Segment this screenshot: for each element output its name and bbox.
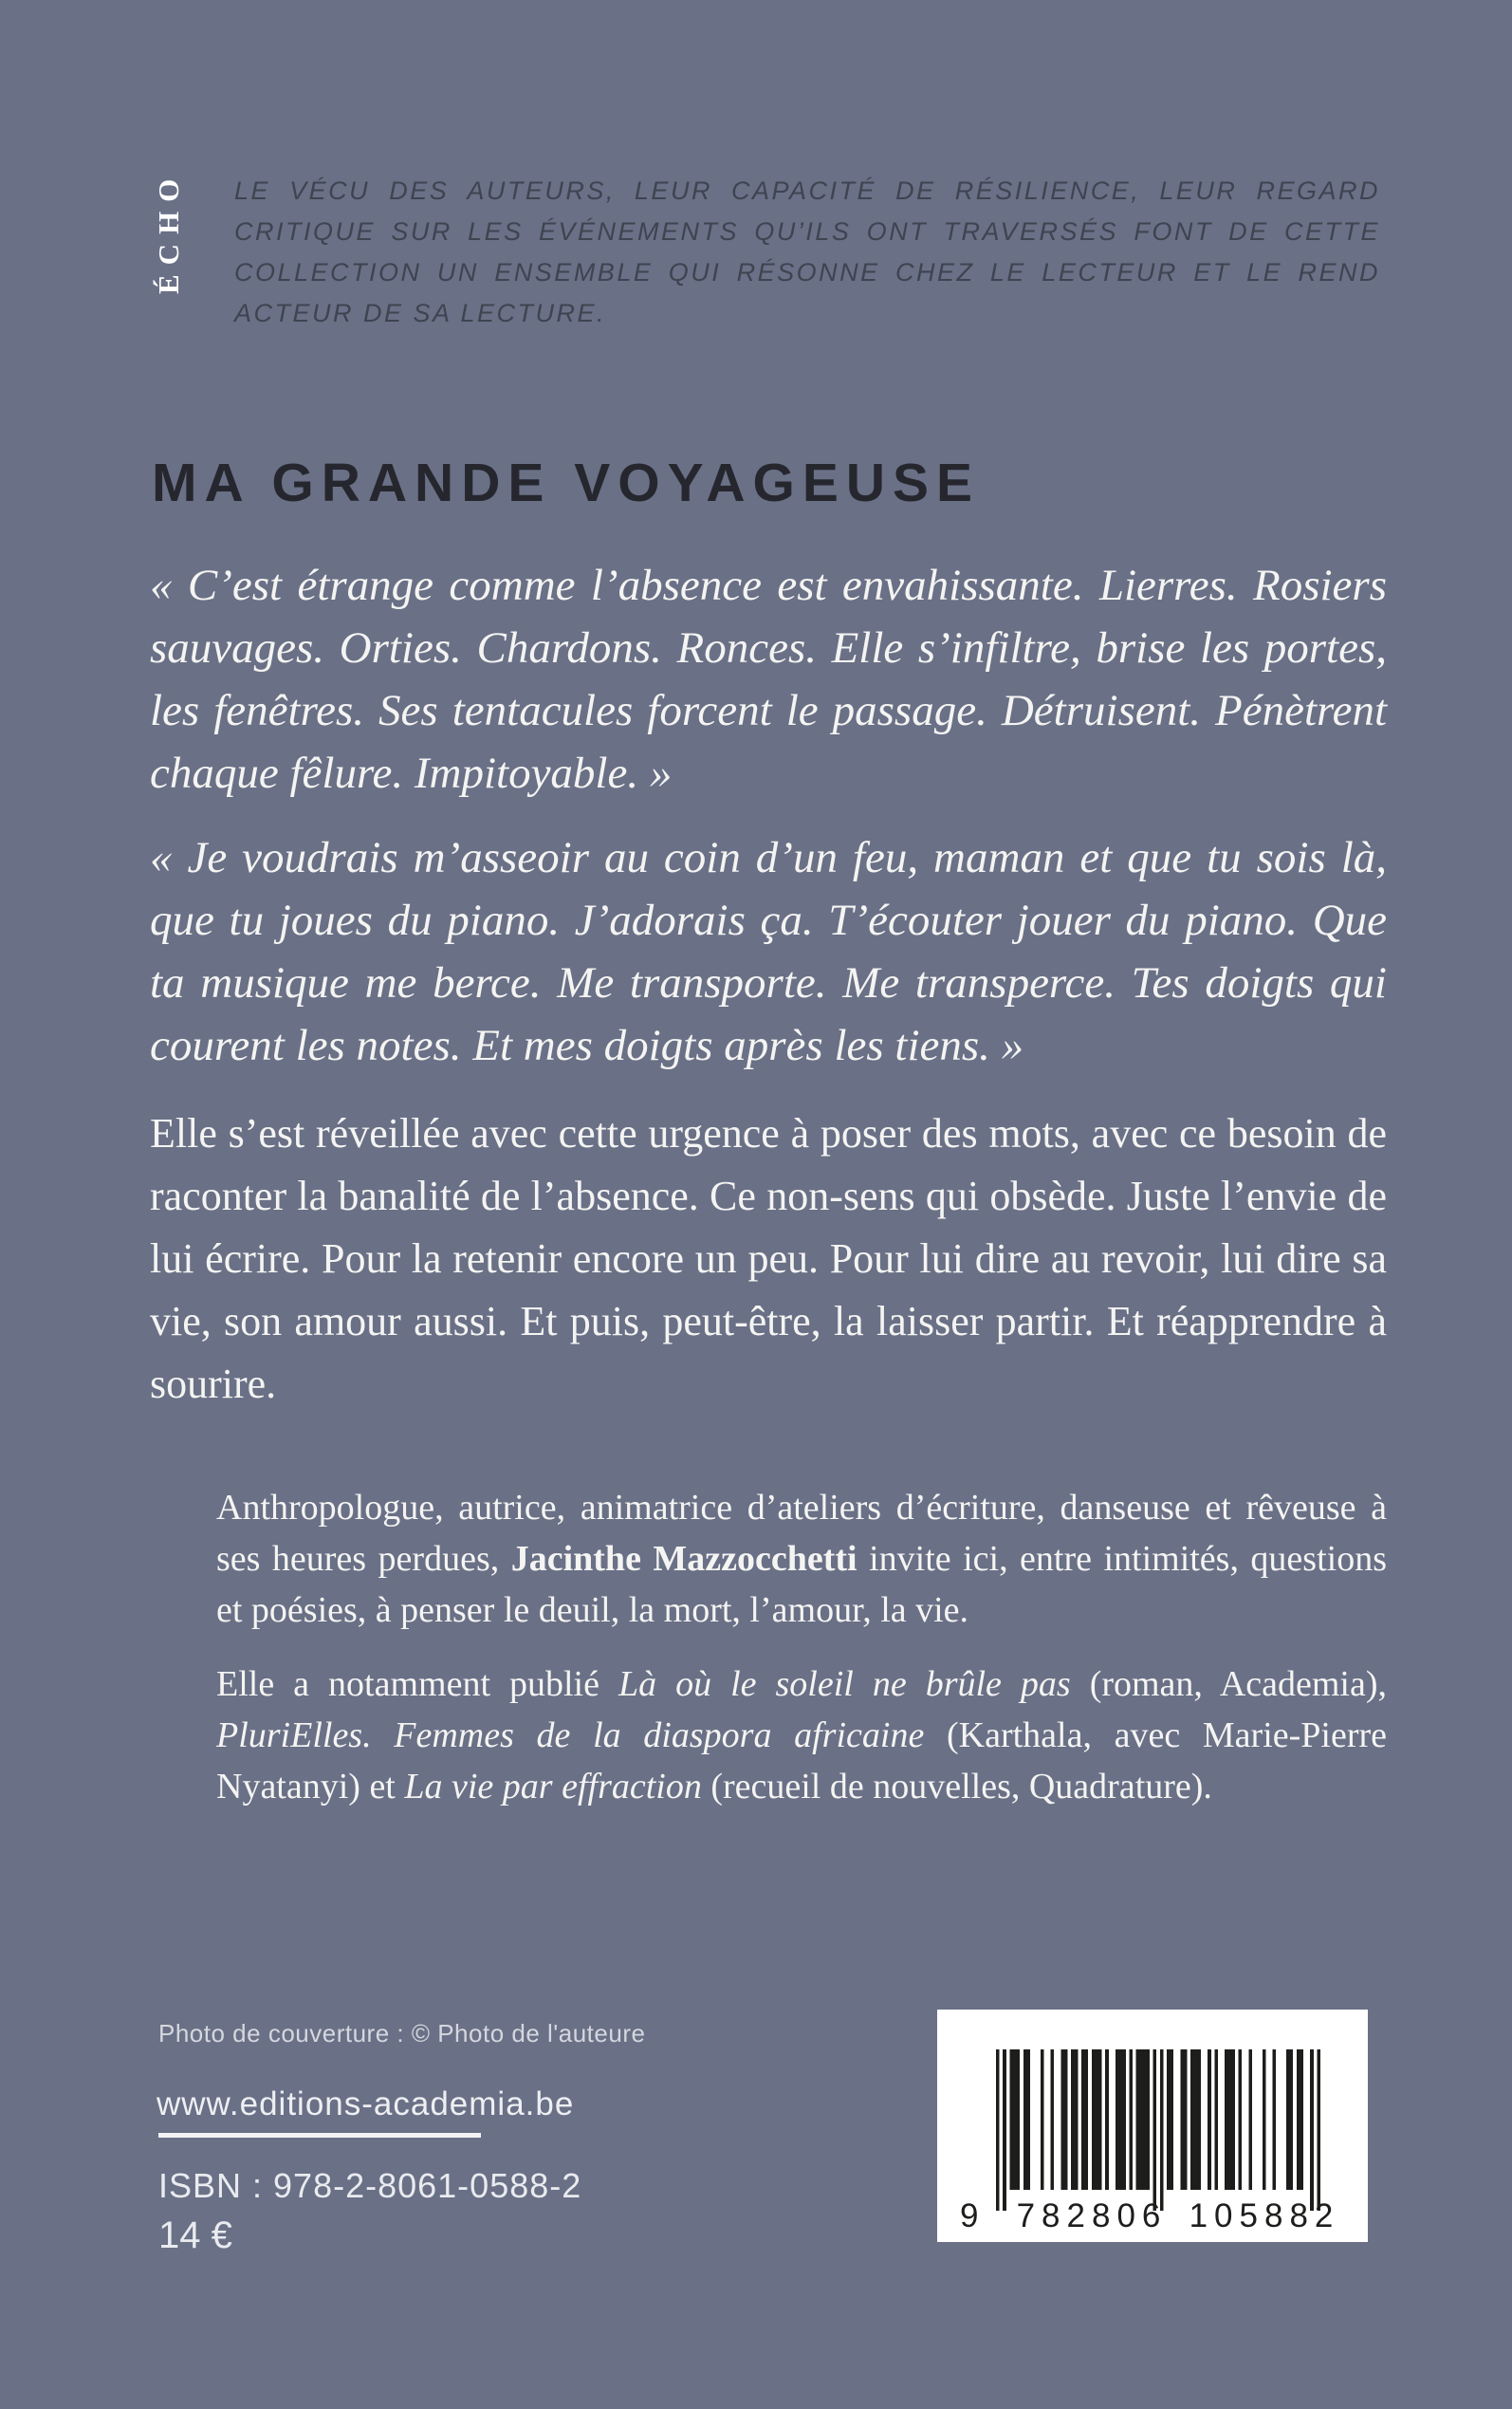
book-title: MA GRANDE VOYAGEUSE — [152, 453, 981, 513]
price: 14 € — [158, 2214, 232, 2256]
photo-credit: Photo de couverture : © Photo de l'auteure — [158, 2019, 646, 2048]
synopsis-paragraph: Elle s’est réveillée avec cette urgence à poser des mots, avec ce besoin de raconter la banalité de l’absence. Ce non-sens qui obsède. Juste l’envie de lui écrire. Pour la retenir encore un peu. Pour lui dire au revoir, lui dire sa vie, son amour aussi. Et puis, peut-être, la laisser partir. Et réapprendre à sourire. — [150, 1110, 1387, 1407]
author-bio-paragraph — [216, 1482, 1387, 1636]
collection-name-vertical: ÉCHO — [152, 169, 185, 294]
publications-mid-2: (Karthala, avec Marie-Pierre Nyatanyi) et — [216, 1715, 1387, 1807]
published-title-1: Là où le soleil ne brûle pas — [618, 1664, 1071, 1704]
barcode-bars — [996, 2049, 1320, 2211]
quote-paragraph-2: « Je voudrais m’asseoir au coin d’un feu, maman et que tu sois là, que tu joues du piano. J’adorais ça. T’écouter jouer du piano. Que ta musique me berce. Me transporte. Me transperce. Tes doigts qui courent les notes. Et mes doigts après les tiens. » — [150, 833, 1387, 1070]
bio-text-after: invite ici, entre intimités, questions et poésies, à penser le deuil, la mort, l’amour, la vie. — [216, 1539, 1387, 1630]
barcode-digit-first: 9 — [960, 2197, 979, 2234]
author-bio-block — [150, 1482, 1387, 1812]
publications-end: (recueil de nouvelles, Quadrature). — [701, 1767, 1212, 1807]
divider-rule — [158, 2133, 481, 2138]
author-name: Jacinthe Mazzocchetti — [510, 1539, 857, 1579]
collection-description: LE VÉCU DES AUTEURS, LEUR CAPACITÉ DE RÉSILIENCE, LEUR REGARD CRITIQUE SUR LES ÉVÉNEMENTS QU’ILS ONT TRAVERSÉS FONT DE CETTE COLLECTION UN ENSEMBLE QUI RÉSONNE CHEZ LE LECTEUR ET LE REND ACTEUR DE SA LECTURE. — [234, 176, 1380, 327]
publications-mid-1: (roman, Academia), — [1070, 1664, 1387, 1704]
barcode — [937, 2010, 1368, 2242]
bio-text-before: Anthropologue, autrice, animatrice d’ateliers d’écriture, danseuse et rêveuse à ses heures perdues, — [216, 1488, 1387, 1579]
back-cover-text — [150, 454, 1387, 1835]
published-title-3: La vie par effraction — [404, 1767, 702, 1807]
barcode-digit-group-1: 782806 — [1016, 2197, 1168, 2234]
quote-paragraph-1: « C’est étrange comme l’absence est envahissante. Lierres. Rosiers sauvages. Orties. Chardons. Ronces. Elle s’infiltre, brise les portes, les fenêtres. Ses tentacules forcent le passage. Détruisent. Pénètrent chaque fêlure. Impitoyable. » — [150, 561, 1387, 798]
publications-paragraph — [216, 1659, 1387, 1812]
published-title-2: PluriElles. Femmes de la diaspora africaine — [216, 1715, 925, 1755]
publications-intro: Elle a notamment publié — [216, 1664, 618, 1704]
barcode-digit-group-2: 105882 — [1189, 2197, 1340, 2234]
isbn-number: ISBN : 978-2-8061-0588-2 — [158, 2166, 582, 2205]
publisher-website: www.editions-academia.be — [157, 2085, 575, 2122]
barcode-digits — [960, 2197, 1351, 2235]
